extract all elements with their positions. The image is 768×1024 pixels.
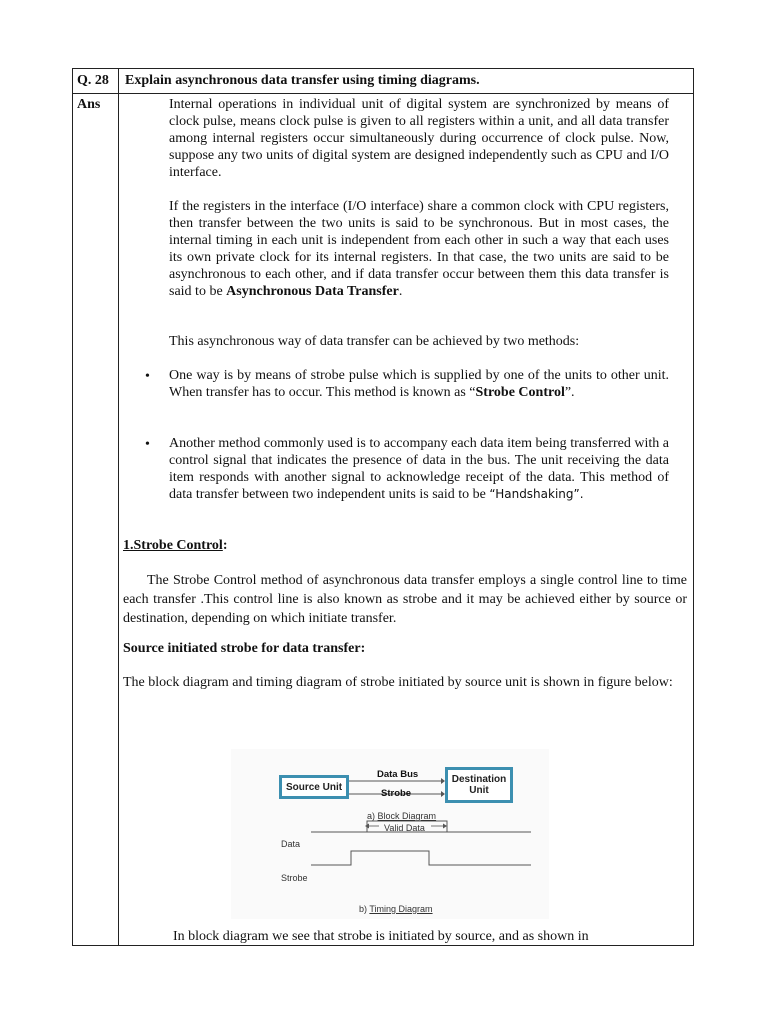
bullet-handshaking-body: Another method commonly used is to accompany each data item being transferred with a control signal that indicates the presence of data in the bus. The unit receiving the data item responds with another signal to acknowledge receipt of the data. This method of data transfer between two independent units is said to be [169,436,669,502]
data-signal-label: Data [281,839,301,849]
source-unit-box: Source Unit [279,775,349,799]
paragraph-strobe-method: The Strobe Control method of asynchronous data transfer employs a single control line to time each transfer .This control line is also known as strobe and it may be achieved either by source or destination, depending on which initiate transfer. [123,573,687,626]
caption-a-text: Block Diagram [377,811,437,821]
heading-source-initiated: Source initiated strobe for data transfer: [123,641,366,656]
strobe-line-label: Strobe [381,788,412,799]
heading-strobe-control-text: 1.Strobe Control [123,538,223,553]
term-strobe-control: Strobe Control [475,385,565,400]
heading-strobe-control [123,537,687,554]
question-answer-table [72,68,694,946]
question-title: Explain asynchronous data transfer using timing diagrams. [125,73,480,88]
term-async-data-transfer: Asynchronous Data Transfer [226,284,399,299]
paragraph-async-end: . [398,284,403,299]
paragraph-async-definition [169,198,669,300]
bullet-handshaking-text [169,435,669,503]
paragraph-block-diagram-explanation: In block diagram we see that strobe is initiated by source, and as shown in [173,929,589,944]
data-bus-label: Data Bus [377,769,419,780]
bullet-strobe-end: ”. [564,385,575,400]
bullet-handshaking: • [145,437,150,452]
paragraph-two-methods: This asynchronous way of data transfer can be achieved by two methods: [169,334,580,349]
strobe-signal-wave [311,851,531,865]
valid-data-arrowhead-right [443,824,447,829]
paragraph-async-text: If the registers in the interface (I/O interface) share a common clock with CPU registers, then transfer between the two units is said to be synchronous. But in most cases, the internal timing in each unit is independent from each other in such a way that each uses its own private clock for its internal registers. In that case, the two units are said to be asynchronous to each other, and if data transfer occur between them this data transfer is said to be [169,199,669,299]
caption-b-text: Timing Diagram [369,904,433,914]
strobe-figure [231,749,549,919]
caption-a-prefix: a) [367,811,376,821]
bullet-strobe-text [169,367,669,401]
heading-strobe-control-colon: : [222,538,228,553]
strobe-signal-label: Strobe [281,873,308,883]
bullet-strobe-body: One way is by means of strobe pulse which is supplied by one of the units to other unit. When transfer has to occur. This method is known as “ [169,368,669,400]
term-handshaking: “Handshaking”. [489,487,584,501]
bullet-strobe: • [145,369,150,384]
caption-timing-diagram [359,901,433,918]
paragraph-figure-intro: The block diagram and timing diagram of strobe initiated by source unit is shown in figure below: [123,675,673,690]
answer-content [119,94,693,945]
question-header-row [73,69,693,94]
data-bus-arrowhead [441,778,445,784]
valid-data-label: Valid Data [384,823,425,833]
destination-unit-box: Destination Unit [445,767,513,803]
strobe-arrowhead [441,791,445,797]
question-number: Q. 28 [77,73,109,88]
answer-label: Ans [77,97,101,112]
caption-b-prefix: b) [359,904,368,914]
paragraph-clock-sync: Internal operations in individual unit of digital system are synchronized by means of clock pulse, means clock pulse is given to all registers within a unit, and all data transfer among internal registers occur simultaneously during occurrence of clock pulse. Now, suppose any two units of digital system are designed independently such as CPU and I/O interface. [169,97,669,180]
